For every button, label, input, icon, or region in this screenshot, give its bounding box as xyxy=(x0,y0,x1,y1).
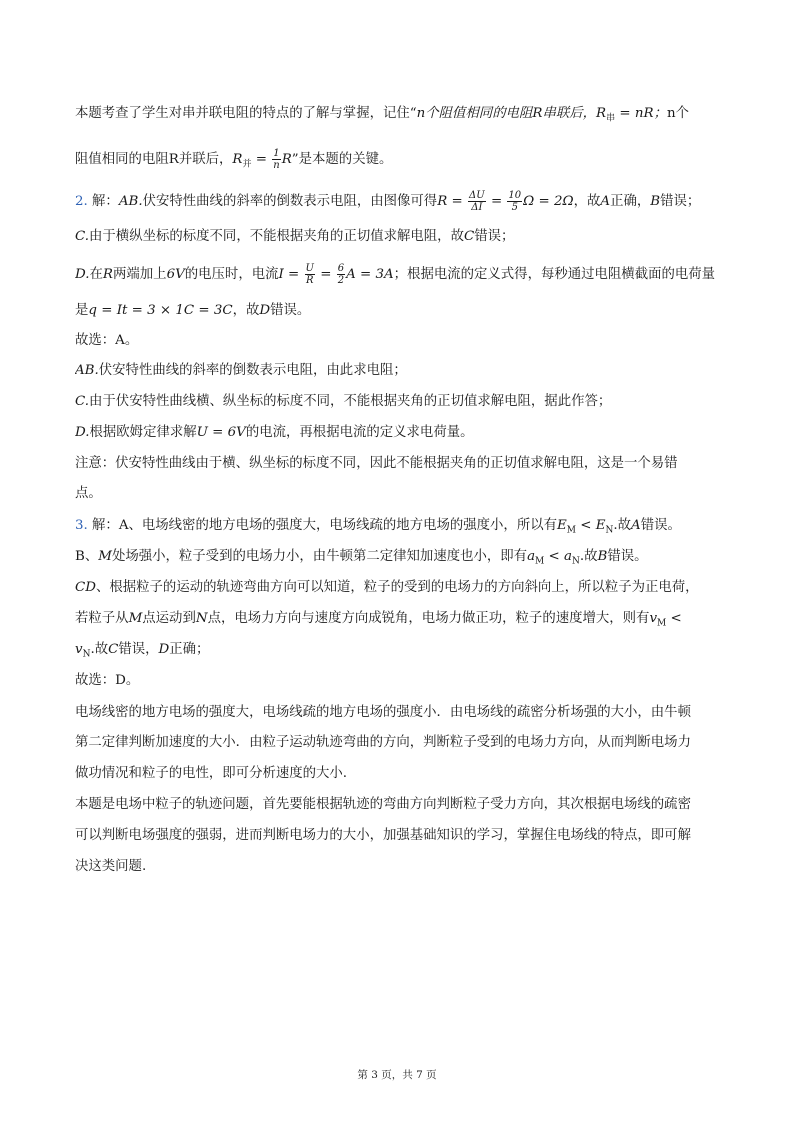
s2-line-4 xyxy=(75,302,725,320)
text: ，故 xyxy=(232,303,260,318)
subscript: 并 xyxy=(242,159,252,170)
text: ，故 xyxy=(573,194,601,209)
math-text: D. xyxy=(75,267,90,282)
subscript: N xyxy=(605,525,614,536)
text: 的电流，再根据电流的定义求电荷量。 xyxy=(245,425,474,440)
math-var: v xyxy=(649,611,658,626)
math-var: R xyxy=(232,152,243,167)
numerator: ΔU xyxy=(469,190,485,201)
s3-line-1 xyxy=(75,517,725,540)
denominator: 2 xyxy=(337,275,345,286)
subscript: N xyxy=(571,556,580,567)
numerator: 1 xyxy=(273,148,280,159)
s3-line-10: 本题是电场中粒子的轨迹问题，首先要能根据轨迹的弯曲方向判断粒子受力方向，其次根据电场线的疏密 xyxy=(75,797,691,812)
s3-line-2 xyxy=(75,548,725,571)
text: 点，电场力方向与速度方向成锐角，电场力做正功，粒子的速度增大，则有 xyxy=(207,611,650,626)
math-expr: q = It = 3 × 1C = 3C xyxy=(88,303,233,318)
text: 错误； xyxy=(660,194,701,209)
math-var: C xyxy=(463,229,475,244)
denominator: R xyxy=(305,275,314,286)
math-var: E xyxy=(557,518,567,533)
text: 错误。 xyxy=(270,303,311,318)
math-var: a xyxy=(564,549,572,564)
math-var: A xyxy=(631,518,641,533)
text: 、根据粒子的运动的轨迹弯曲方向可以知道，粒子的受到的电场力的方向斜向上，所以粒子为正电荷， xyxy=(95,580,699,595)
subscript: 串 xyxy=(606,113,616,124)
s1-line-1 xyxy=(75,105,725,128)
text: 由于横纵坐标的标度不同，不能根据夹角的正切值求解电阻，故 xyxy=(89,229,464,244)
math-text: C. xyxy=(75,394,90,409)
text: 点运动到 xyxy=(142,611,196,626)
numerator: U xyxy=(305,263,314,274)
s3-line-9: 做功情况和粒子的电性，即可分析速度的大小. xyxy=(75,766,348,781)
s2-line-1 xyxy=(75,189,725,215)
math-var: M xyxy=(98,549,112,564)
subscript: N xyxy=(82,649,91,660)
math-var: R xyxy=(596,106,607,121)
subscript: M xyxy=(566,525,576,536)
text: 在 xyxy=(89,267,103,282)
s2-line-8 xyxy=(75,424,725,442)
text: 处场强小，粒子受到的电场力小，由牛顿第二定律知加速度也小，即有 xyxy=(111,549,528,564)
math-text: n个阻值相同的电阻R串联后， xyxy=(416,106,597,121)
math-expr: U = 6V xyxy=(196,425,246,440)
math-var: N xyxy=(195,611,208,626)
math-expr: 6V xyxy=(166,267,185,282)
math-var: v xyxy=(75,642,83,657)
denominator: n xyxy=(273,160,280,171)
math-op: = xyxy=(251,152,272,167)
s3-line-8: 第二定律判断加速度的大小．由粒子运动轨迹弯曲的方向，判断粒子受到的电场力方向，从而判断电场力 xyxy=(75,735,691,750)
subscript: M xyxy=(657,618,667,629)
fraction xyxy=(468,190,486,213)
s2-line-6 xyxy=(75,362,725,380)
s3-line-6: 故选：D。 xyxy=(75,673,140,688)
math-var: D xyxy=(158,642,170,657)
math-var: R xyxy=(281,152,292,167)
math-expr: Ω = 2Ω xyxy=(523,194,574,209)
s2-line-3 xyxy=(75,262,725,288)
text: .故 xyxy=(613,518,632,533)
s2-line-7 xyxy=(75,393,725,411)
text: 的电压时，电流 xyxy=(184,267,279,282)
numerator: 6 xyxy=(337,263,345,274)
s2-line-2 xyxy=(75,228,725,246)
text: 伏安特性曲线的斜率的倒数表示电阻，由图像可得 xyxy=(142,194,438,209)
text: 正确； xyxy=(169,642,210,657)
s3-line-7: 电场线密的地方电场的强度大，电场线疏的地方电场的强度小．由电场线的疏密分析场强的大小，由牛顿 xyxy=(75,705,691,720)
s3-line-12: 决这类问题. xyxy=(75,859,147,874)
math-text: C. xyxy=(75,229,90,244)
math-expr: R = xyxy=(437,194,468,209)
question-number: 2. xyxy=(75,194,88,209)
s3-line-11: 可以判断电场强度的强弱，进而判断电场力的大小，加强基础知识的学习，掌握住电场线的特点，即可解 xyxy=(75,828,691,843)
numerator: 10 xyxy=(508,190,522,201)
math-var: D xyxy=(259,303,271,318)
math-var: a xyxy=(527,549,536,564)
text: 错误， xyxy=(118,642,159,657)
text: B、 xyxy=(75,549,99,564)
math-var: E xyxy=(595,518,606,533)
text: 正确， xyxy=(610,194,651,209)
denominator: 5 xyxy=(511,202,518,213)
math-expr: I = xyxy=(278,267,304,282)
math-text: CD xyxy=(75,580,96,595)
text: ；根据电流的定义式得，每秒通过电阻横截面的电荷量 xyxy=(393,267,716,282)
text: ”是本题的关键。 xyxy=(291,152,393,167)
math-var: R xyxy=(102,267,113,282)
text: 阻值相同的电阻R并联后， xyxy=(75,152,233,167)
s3-line-4 xyxy=(75,610,725,633)
math-expr: A = 3A xyxy=(346,267,394,282)
fraction xyxy=(507,190,522,213)
math-text: AB. xyxy=(75,363,99,378)
denominator: ΔI xyxy=(471,202,483,213)
text: 解： xyxy=(87,194,119,209)
page-footer: 第 3 页，共 7 页 xyxy=(357,1069,437,1081)
text: 解：A、电场线密的地方电场的强度大，电场线疏的地方电场的强度小，所以有 xyxy=(87,518,557,533)
math-var: C xyxy=(108,642,119,657)
text: 由于伏安特性曲线横、纵坐标的标度不同，不能根据夹角的正切值求解电阻，据此作答； xyxy=(89,394,612,409)
math-op: = xyxy=(315,267,336,282)
math-op: < xyxy=(544,549,564,564)
text: 本题考查了学生对串并联电阻的特点的了解与掌握，记住“ xyxy=(75,106,417,121)
s2-line-10: 点。 xyxy=(75,486,102,501)
text: 错误。 xyxy=(607,549,648,564)
s2-line-9: 注意：伏安特性曲线由于横、纵坐标的标度不同，因此不能根据夹角的正切值求解电阻，这是一个易错 xyxy=(75,456,678,471)
math-var: A xyxy=(600,194,611,209)
math-var: M xyxy=(128,611,143,626)
math-op: = xyxy=(486,194,507,209)
s3-line-5 xyxy=(75,641,725,664)
text: 是 xyxy=(75,303,89,318)
fraction xyxy=(272,148,280,171)
math-var: B xyxy=(650,194,661,209)
text: 错误。 xyxy=(640,518,681,533)
fraction xyxy=(305,263,315,286)
math-var: B xyxy=(597,549,608,564)
math-op: < xyxy=(666,611,682,626)
math-text: AB. xyxy=(118,194,143,209)
s3-line-3 xyxy=(75,579,725,597)
s2-line-5: 故选：A。 xyxy=(75,333,139,348)
text: 根据欧姆定律求解 xyxy=(89,425,197,440)
math-text: D. xyxy=(75,425,90,440)
question-number: 3. xyxy=(75,518,88,533)
text: 错误； xyxy=(474,229,515,244)
s1-line-2 xyxy=(75,147,725,173)
text: 若粒子从 xyxy=(75,611,129,626)
math-op: < xyxy=(576,518,596,533)
math-expr: = nR； xyxy=(615,106,667,121)
text: 两端加上 xyxy=(113,267,167,282)
subscript: M xyxy=(535,556,545,567)
fraction xyxy=(337,263,345,286)
text: .故 xyxy=(579,549,598,564)
text: .故 xyxy=(90,642,109,657)
text: 伏安特性曲线的斜率的倒数表示电阻，由此求电阻； xyxy=(98,363,407,378)
text: n个 xyxy=(666,106,689,121)
